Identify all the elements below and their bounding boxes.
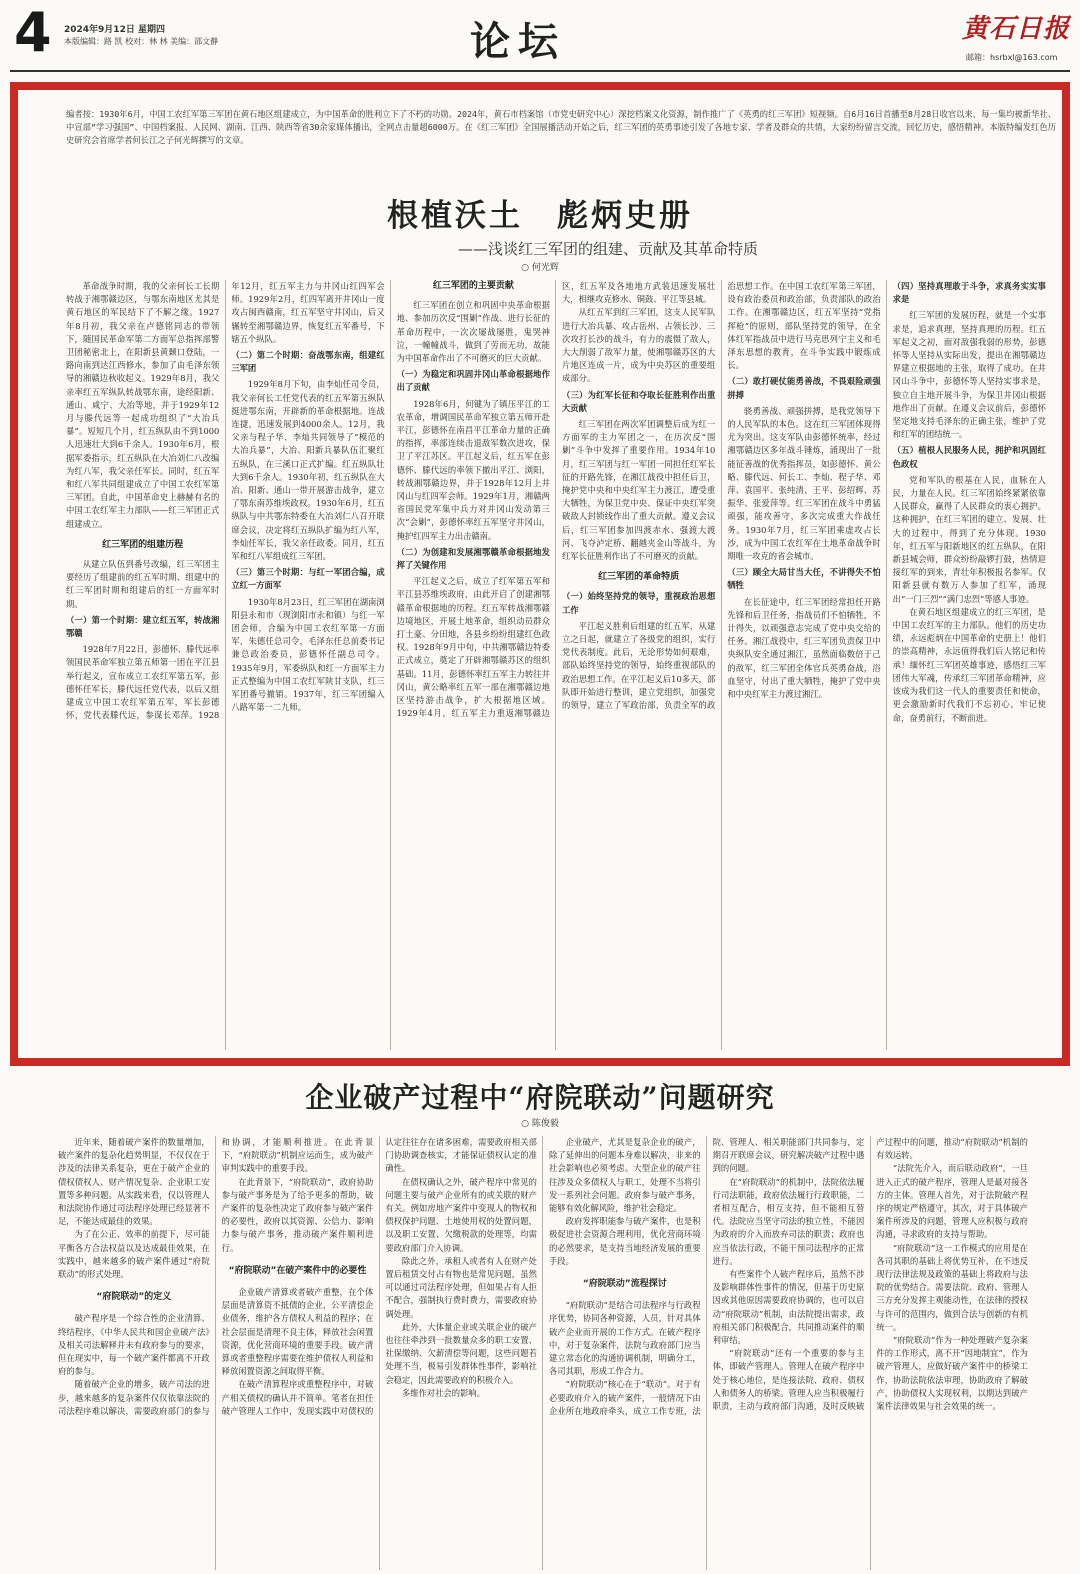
paragraph: 在此背景下，“府院联动”，政府协助参与破产事务是为了给予更多的帮助，破产案件的复杂性决定了政府参与破产案件的必要性，政府以其资源、公信力、影响力参与破产事务，推动破产案件顺利进行。 [221,1176,374,1253]
subsection-heading: （三）顾全大局甘当大任，不讲得失不怕牺牲 [727,567,881,591]
subsection-heading: （五）植根人民服务人民，拥护和巩固红色政权 [892,445,1046,469]
paragraph: 1930年8月23日，红三军团在湖南浏阳县永和市（现浏阳市永和镇）与红一军团会师，合编为中国工农红军第一方面军，朱德任总司令，毛泽东任总前委书记兼总政治委员，彭德怀任副总司令。1935年9月，军委纵队和红一方面军主力正式整编为中国工农红军陕甘支队，红三军团番号撤销。1937年，红三军团编入八路军第一二九师。 [231,596,385,713]
masthead [0,0,1080,72]
subsection-heading: （三）第三个时期：与红一军团合编，成立红一方面军 [231,567,385,591]
article-byline: ○ 何光辉 [521,263,559,273]
paragraph: 随着破产企业的增多，破产司法的进步，越来越多的复杂案件仅仅依靠法院的司法程序难以解决，需要政府部门的参与和协调，才能顺利推进。在此背景下，“府院联动”机制应运而生，成为破产审判实践中的重要手段。 [58,1137,374,1416]
paragraph: 在债权确认之外，破产程序中常见的问题主要与破产企业所有的或关联的财产有关。例如房地产案件中变现人的物权和债权保护问题、土地使用权的处置问题，以及职工安置、欠缴税款的处理等，均需要政府部门介入协调。 [385,1176,537,1253]
issue-date: 2024年9月12日 星期四 [64,25,165,35]
article-body [66,280,1046,1050]
paragraph: 从红五军到红三军团，这支人民军队进行大冶兵暴、攻占岳州、占领长沙、三次攻打长沙的战斗，有力的震慑了敌人，大大削弱了敌军力量，使湘鄂赣苏区的大片地区连成一片，成为中央苏区的重要组成部分。 [561,307,716,384]
paragraph: 1928年7月22日，彭德怀、滕代远率领国民革命军独立第五师第一团在平江县举行起义，宣布成立工农红军第五军，彭德怀任军长，滕代远任党代表，以后又组建成立中国工农红军第五军，军长彭德怀，党代表滕代远，参谋长邓萍。1928年12月，红五军主力与井冈山红四军会师。1929年2月，红四军离开井冈山一度攻占闽西赣南，红五军坚守井冈山，后又辗转至湘鄂赣边界，恢复红五军番号，下辖五个纵队。 [66,281,385,721]
page-number: 4 [14,1,52,64]
paragraph: “府院联动”作为一种处理破产复杂案件的工作形式，离不开“因地制宜”，作为破产管理人，应做好破产案件中的桥梁工作，协助法院依法审理，协助政府了解破产，协助债权人实现权利，以期达到破产案件法律效果与社会效果的统一。 [876,1335,1028,1412]
paragraph: 在破产清算程序或重整程序中，对破产相关债权的确认并不简单。笔者在担任破产管理人工作中，发现实践中对债权的认定往往存在诸多困难，需要政府相关部门协助调查核实，才能保证债权认定的准确性。 [221,1137,537,1416]
paragraph: “法院先介入，而后联动政府”，一旦进入正式的破产程序，管理人是最对接各方的主体。管理人首先，对于法院破产程序的规定严格遵守，其次，对于具体破产案件所涉及的问题，管理人应积极与政府沟通，寻求政府的支持与帮助。 [876,1163,1028,1240]
subsection-heading: （一）第一个时期：建立红五军，转战湘鄂赣 [66,614,220,639]
paragraph: 1928年6月，何键为了镇压平江的工农革命，增调国民革命军独立第五师开赴平江，彭德怀在南昌平江革命力量的正确的指挥，率部连续击退敌军数次进攻，保卫了平江苏区。平江起义后，红五军在彭德怀、滕代远的率领下撤出平江、浏阳，转战湘鄂赣边界，并于1928年12月上井冈山与红四军会师。1929年1月，湘赣两省国民党军集中兵力对井冈山发动第三次“会剿”，彭德怀率红五军坚守井冈山，掩护红四军主力出击赣南。 [396,398,550,541]
second-article-headline: 企业破产过程中“府院联动”问题研究 [305,1081,775,1114]
paragraph: 党和军队的根基在人民，血脉在人民，力量在人民。红三军团始终紧紧依靠人民群众，赢得了人民群众的衷心拥护。这种拥护，在红三军团的建立、发展、壮大的过程中，得到了充分体现。1930年，红五军与阳新地区的红五纵队，在阳新县城会师，群众纷纷敲锣打鼓，热情迎接红军的到来，青壮年积极报名参军。仅阳新县就有数万人参加了红军，涌现出“一门三烈”“满门忠烈”等感人事迹。 [892,474,1046,604]
paragraph: 有些案件个人破产程序后，虽然不涉及影响群体性事件的情况，但基于历史原因或其他原因需要政府协调的，也可以启动“府院联动”机制，由法院提出需求，政府相关部门积极配合，共同推动案件的顺利审结。 [712,1269,865,1346]
subsection-heading: （二）为创建和发展湘鄂赣革命根据地发挥了关键作用 [396,546,550,571]
paragraph: 在长征途中，红三军团经常担任开路先锋和后卫任务，指战员们不怕牺牲，不计得失，以顽强意志完成了党中央交给的任务。湘江战役中，红三军团负责保卫中央纵队安全通过湘江，虽然面临数倍于己的敌军，红三军团全体官兵英勇奋战，浴血坚守，付出了重大牺牲，掩护了党中央和中央红军主力渡过湘江。 [727,596,881,700]
paragraph: 平江起义之后，成立了红军第五军和平江县苏维埃政府，由此开启了创建湘鄂赣革命根据地的历程。红五军转战湘鄂赣边境地区，开展土地革命，组织动员群众打土豪、分田地，各县乡纷纷组建红色政权。1928年9月中旬，中共湘鄂赣边特委正式成立，奠定了开辟湘鄂赣苏区的组织基础。11月，彭德怀率红五军主力转往井冈山，黄公略率红五军一部在湘鄂赣边地区坚持游击战争，扩大根据地区域。1929年4月，红五军主力重返湘鄂赣边区，红五军及各地地方武装迅速发展壮大，相继攻克修水、铜鼓、平江等县城。 [396,281,716,719]
second-article-byline: ○ 陈俊毅 [521,1119,559,1129]
paragraph: 近年来，随着破产案件的数量增加，破产案件的复杂化趋势明显，不仅仅在于涉及的法律关系复杂，更在于破产企业的债权债权人、财产情况复杂、企业职工安置等多种问题。从实践来看，仅以管理人和法院协作通过司法程序处理已经显著不足，不能达成最佳的效果。 [58,1137,210,1227]
paragraph: 红三军团在创立和巩固中央革命根据地、参加历次反“围剿”作战、进行长征的革命历程中，一次次屡战屡胜，鬼哭神泣，一幢幢战斗，做到了劳而无功，故能为中国革命作出了不可磨灭的巨大贡献。 [396,300,550,364]
paragraph: 在“府院联动”的机制中，法院依法履行司法职能，政府依法履行行政职能，二者相互配合，相互支持，但不能相互替代。法院应当坚守司法的独立性，不能因为政府的介入而放弃司法的职责；政府也应当依法行政，不能干预司法程序的正常进行。 [712,1176,865,1266]
paragraph: 多维作对社会的影响。 [401,1387,485,1398]
feature-article [18,90,1062,1058]
paragraph: 除此之外，承租人或者有人在财产处置后租赁交付占有物也是常见问题，虽然可以通过司法程序处理，但如果占有人拒不配合，强制执行费时费力，需要政府协调处理。 [385,1255,537,1319]
paragraph: 企业破产清算或者破产重整，在个体层面是清算资不抵债的企业，公平清偿企业债务，维护各方债权人利益的程序；在社会层面是清理不良主体，释放社会闲置资源，优化营商环境的重要手段。破产清算或者重整程序需要在维护债权人利益和释放闲置资源之间取得平衡。 [221,1287,374,1377]
subsection-heading: （二）第二个时期：奋战鄂东南，组建红三军团 [231,350,385,374]
paragraph: 革命战争时期，我的父亲何长工长期转战于湘鄂赣边区，与鄂东南地区尤其是黄石地区的军民结下了不解之缘。1927年8月初，我父亲在卢德铭同志的带领下，随国民革命军第二方面军总指挥部警卫团秘密北上，在阳新县黄颡口登陆，一路向南到达江西修水，参加了由毛泽东领导的湘赣边秋收起义。1929年8月，我父亲率红五军纵队转战鄂东南，途经阳新、通山、咸宁、大冶等地，并于1929年12月与滕代远等一起成功组织了“大冶兵暴”。短短几个月，红五纵队由不到1000人迅速壮大到6千余人。1930年6月，根据军委指示，红五纵队在大冶刘仁八改编为红八军，我父亲任军长。同时，红五军和红八军共同组建成立了中国工农红军第三军团。自此，中国革命史上赫赫有名的中国工农红军主力部队——红三军团正式组建成立。 [66,281,220,529]
paragraph: “府院联动”是结合司法程序与行政程序优势，协同各种资源，人员，针对具体破产企业而开展的工作方式。在破产程序中，对于复杂案件，法院与政府部门应当建立常态化的沟通协调机制，明确分工，各司其职，形成工作合力。 [548,1300,701,1377]
paragraph: 此外，大体量企业或关联企业的破产也往往牵涉到一批数量众多的职工安置、社保缴纳、欠薪清偿等问题，这些问题若处理不当，极易引发群体性事件，影响社会稳定，因此需要政府的积极介入。 [385,1321,537,1385]
newspaper-logo: 黄石日报 [962,14,1071,44]
paragraph: 红三军团的发展历程，就是一个实事求是，追求真理，坚持真理的历程。红五军起义之初，面对敌强我弱的形势，彭德怀等人坚持从实际出发，提出在湘鄂赣边界建立根据地的主张，取得了成功。在井冈山斗争中，彭德怀等人坚持实事求是，独立自主地开展斗争，为保卫井冈山根据地作出了贡献。在遵义会议前后，彭德怀坚定地支持毛泽东的正确主张，维护了党和红军的团结统一。 [892,310,1046,440]
subsection-heading: （一）为稳定和巩固井冈山革命根据地作出了贡献 [396,369,550,393]
section-heading: 红三军团的革命特质 [598,572,680,583]
section-heading: “府院联动”在破产案件中的必要性 [228,1265,367,1276]
paragraph: 从建立队伍到番号改编，红三军团主要经历了组建前的红五军时期、组建中的红三军团时期和组建后的红一方面军时期。 [66,559,220,609]
editor-credits: 本版编辑：路 凯 校对：林 林 美编：邵文静 [64,37,219,46]
subsection-heading: （二）敢打硬仗能勇善战，不畏艰险顽强拼搏 [727,376,881,400]
paragraph: “府院联动”核心在于“联动”。对于有必要政府介入的破产案件，一般情况下由企业所在地政府牵头，成立工作专班，法院、管理人、相关职能部门共同参与，定期召开联席会议，研究解决破产过程中遇到的问题。 [548,1137,865,1416]
paragraph: 政府发挥职能参与破产案件，也是积极促进社会资源合理利用，优化营商环境的必然要求，是支持当地经济发展的重要手段。 [548,1216,701,1266]
paragraph: “府院联动”还有一个重要的参与主体，即破产管理人。管理人在破产程序中处于核心地位，是连接法院、政府、债权人和债务人的桥梁。管理人应当积极履行职责，主动与政府部门沟通，及时反映破产过程中的问题，推动“府院联动”机制的有效运转。 [712,1137,1028,1412]
editor-note: 编者按：1930年6月，中国工农红军第三军团在黄石地区组建成立，为中国革命的胜利立下了不朽的功勋。2024年，黄石市档案馆（市党史研究中心）深挖档案文化资源，制作推广了《英勇的红三军团》短视频。自6月16日首播至8月28日收官以来，每一集均被新华社、中宣部“学习强国”、中国档案报、人民网、湖南、江西、陕西等省30余家媒体播出，全网点击量超6000万。在《红三军团》全国展播活动开始之后，红三军团的英勇事迹引发了各地专家、学者及群众的共情，大家纷纷留言交流，回忆历史，感悟精神。本版特编发红色历史研究会首席学者何长江之子何光辉撰写的文章。 [66,109,1056,146]
section-title: 论坛 [470,18,566,65]
paragraph: 为了在公正、效率的前提下，尽可能平衡各方合法权益以及达成最佳效果，在实践中，越来越多的破产案件通过“府院联动”的形式处理。 [58,1229,210,1280]
paragraph: 企业破产，尤其是复杂企业的破产，除了延伸出的问题本身难以解决，非来的社会影响也必须考虑。大型企业的破产往往涉及众多债权人与职工，处理不当将引发一系列社会问题。政府参与破产事务，能够有效化解风险，维护社会稳定。 [548,1137,701,1214]
second-article-body [58,1136,1028,1570]
feature-article-frame [10,82,1070,1066]
contact-email: 邮箱：hsrbxl@163.com [966,53,1058,62]
subsection-heading: （四）坚持真理敢于斗争，求真务实实事求是 [892,281,1046,305]
paragraph: 骁勇善战、顽强拼搏，是我党领导下的人民军队的本色。这在红三军团体现得尤为突出。这支军队由彭德怀统率，经过湘鄂赣边区多年战斗锤炼，涌现出了一批能征善战的优秀指挥员，如彭德怀、黄公略、滕代远、何长工、李灿、程子华、邓萍、袁国平、张纯清、王平、彭绍辉、苏振华、张爱萍等。红三军团在战斗中勇猛顽强，能攻善守，多次完成重大作战任务。1930年7月，红三军团乘虚攻占长沙，成为中国工农红军在土地革命战争时期唯一攻克的省会城市。 [727,405,881,562]
paragraph: 1929年8月下旬，由李灿任司令员，我父亲何长工任党代表的红五军第五纵队挺进鄂东南，开辟新的革命根据地。连战连捷，迅速发展到4000余人。12月，我父亲与程子华、李灿共同领导了“模范的大冶兵暴”，大冶、阳新兵暴队伍汇聚红五纵队，在三溪口正式扩编。红五纵队壮大到6千余人。1930年初，红五纵队在大冶、阳新、通山一带开展游击战争，建立了鄂东南苏维埃政权。1930年6月，红五纵队与中共鄂东特委在大冶刘仁八召开联席会议，决定将红五纵队扩编为红八军，李灿任军长，我父亲任政委。同月，红五军和红八军组成红三军团。 [231,379,385,562]
article-subheadline: ——浅谈红三军团的组建、贡献及其革命特质 [457,240,758,258]
section-heading: 红三军团的组建历程 [102,539,184,550]
article-headline: 根植沃土 彪炳史册 [387,198,693,234]
paragraph: 红三军团在两次军团调整后成为红一方面军的主力军团之一，在历次反“围剿”斗争中发挥了重要作用。1934年10月，红三军团与红一军团一同担任红军长征的开路先锋，在湘江战役中担任后卫，掩护党中央和中央红军主力渡江，遭受重大牺牲，为保卫党中央、保证中央红军突破敌人封锁线作出了重大贡献。遵义会议后，红三军团参加四渡赤水、强渡大渡河、飞夺泸定桥、翻越夹金山等战斗，为红军长征胜利作出了不可磨灭的贡献。 [561,419,716,562]
section-heading: “府院联动”的定义 [96,1292,172,1303]
masthead-rule [10,70,1070,72]
paragraph: 平江起义胜利后组建的红五军，从建立之日起，就建立了各级党的组织，实行党代表制度。此后，无论形势如何艰难，部队始终坚持党的领导，始终重视部队的政治思想工作。在平江起义后10多天，部队即开始进行整训，建立党组织，加强党的领导，建立了军政治部，负责全军的政治思想工作。在中国工农红军第三军团，设有政治委员和政治部，负责部队的政治工作。在湘鄂赣边区，红五军坚持“党指挥枪”的原则，部队坚持党的领导，在全体红军指战员中进行马克思列宁主义和毛泽东思想的教育，在斗争实践中锻炼成长。 [561,281,881,711]
paragraph: 破产程序是一个综合性的企业清算、终结程序，《中华人民共和国企业破产法》及相关司法解释并未有政府参与的要求，但在现实中，每一个破产案件都离不开政府的参与。 [58,1313,210,1377]
paragraph: 在黄石地区组建成立的红三军团，是中国工农红军的主力部队。他们的历史功绩，永远彪炳在中国革命的史册上！他们的崇高精神，永远值得我们后人铭记和传承！缅怀红三军团英雄事迹，感悟红三军团伟大军魂，传承红三军团革命精神，应该成为我们这一代人的重要责任和使命，更会激励新时代我们不忘初心，牢记使命，奋勇前行，不断前进。 [892,606,1046,723]
subsection-heading: （一）始终坚持党的领导，重视政治思想工作 [561,591,716,615]
section-heading: 红三军团的主要贡献 [432,281,514,291]
masthead-meta [64,24,218,48]
subsection-heading: （三）为红军长征和夺取长征胜利作出重大贡献 [561,389,716,413]
section-heading: “府院联动”流程探讨 [582,1279,667,1290]
paragraph: “府院联动”这一工作模式的应用是在各司其职的基础上将优势互补，在不违反现行法律法规及政策的基础上将政府与法院的优势结合。需要法院、政府、管理人三方充分发挥主观能动性，在法律的授权与许可的范围内，做到合法与创新的有机统一。 [876,1242,1028,1332]
